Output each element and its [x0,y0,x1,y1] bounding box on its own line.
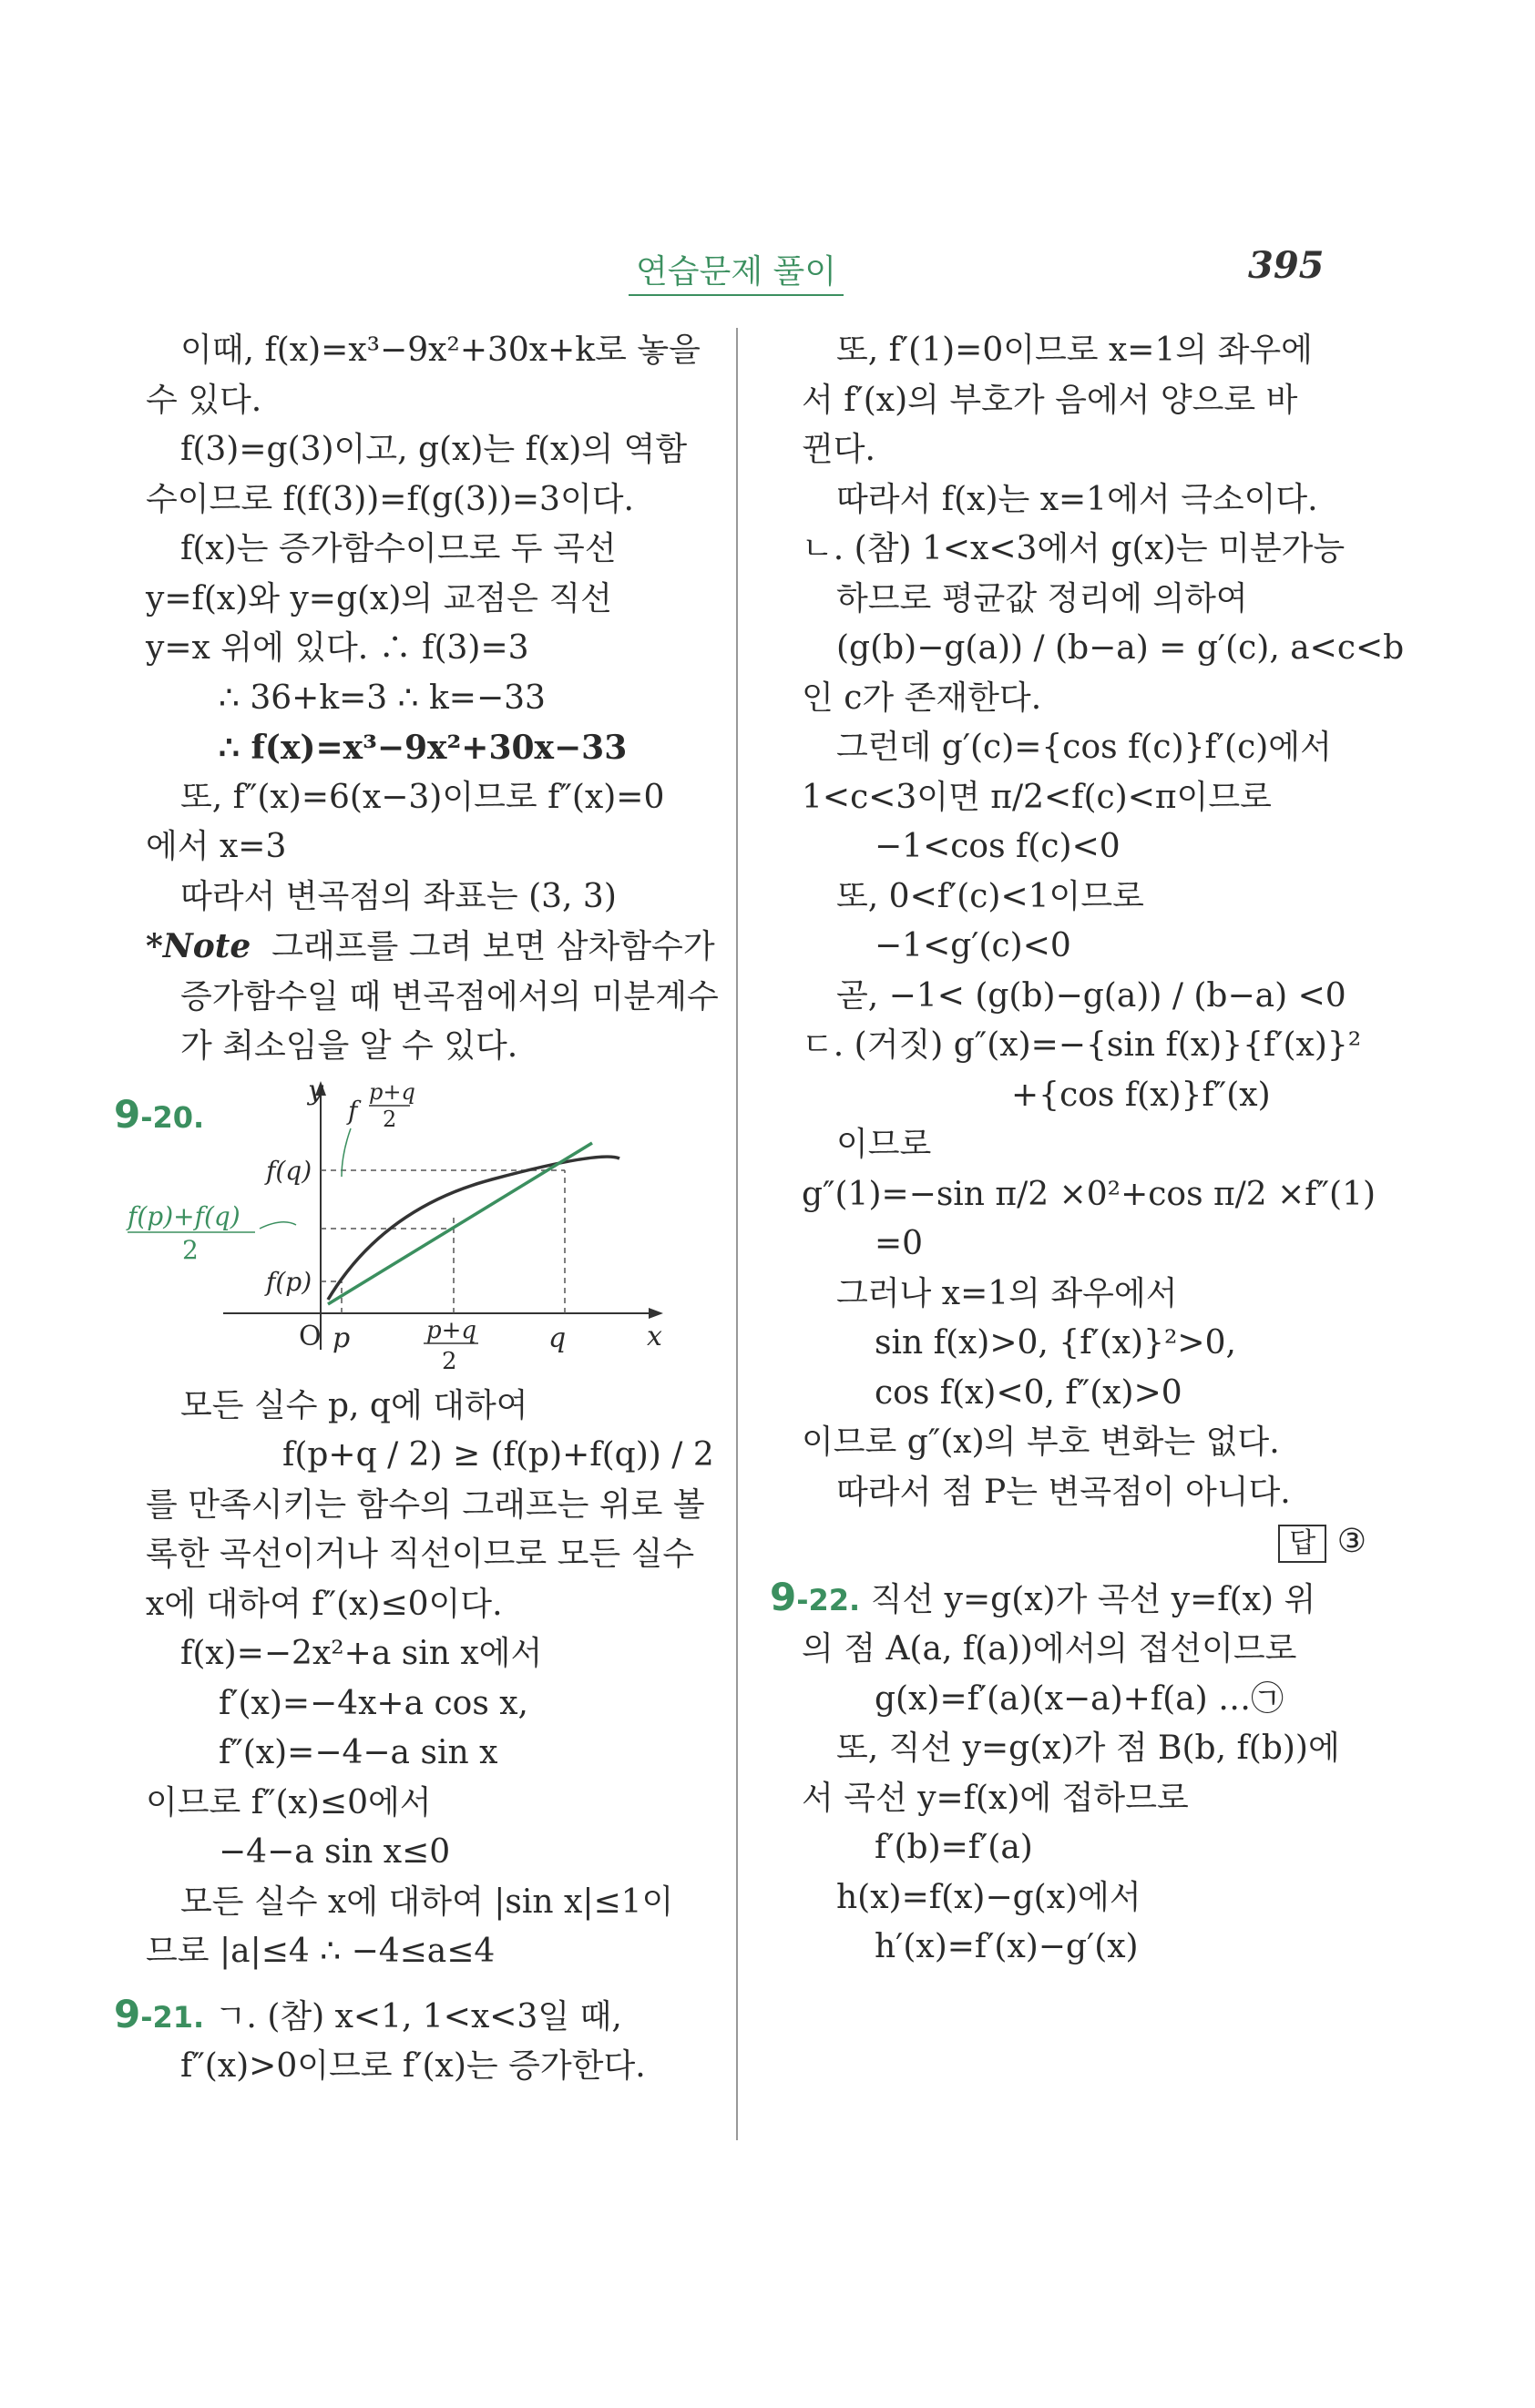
formula-line: (g(b)−g(a)) / (b−a) = g′(c), a<c<b [836,629,1405,667]
text-line: 이므로 [836,1126,932,1163]
text-line: 그러나 x=1의 좌우에서 [836,1274,1178,1312]
text-line: ∴ 36+k=3 ∴ k=−33 [219,679,546,717]
text-line: h′(x)=f′(x)−g′(x) [875,1928,1139,1965]
text-line: f(x)는 증가함수이므로 두 곡선 [180,530,617,567]
fmid-num: p+q [369,1078,415,1105]
text-line: 하므로 평균값 정리에 의하여 [836,579,1248,617]
text-line: 록한 곡선이거나 직선이므로 모든 실수 [146,1536,695,1573]
text-line: 따라서 변곡점의 좌표는 (3, 3) [180,877,617,915]
text-line: 의 점 A(a, f(a))에서의 접선이므로 [802,1630,1297,1668]
fmid-label: f [348,1095,358,1126]
text-line: 또, 직선 y=g(x)가 점 B(b, f(b))에 [836,1729,1340,1767]
avg-num: f(p)+f(q) [128,1200,240,1231]
note-label: *Note [146,927,251,965]
problem-number: 9-22. [770,1574,861,1619]
inequality-line: f(p+q / 2) ≥ (f(p)+f(q)) / 2 [282,1436,714,1474]
text-line: f″(x)>0이므로 f′(x)는 증가한다. [180,2047,646,2085]
page-number: 395 [1248,244,1325,287]
text-line: 1<c<3이면 π/2<f(c)<π이므로 [802,778,1272,816]
y-axis-label: y [308,1074,323,1107]
text-line: =0 [875,1225,924,1262]
text-line: 그래프를 그려 보면 삼차함수가 [271,928,715,965]
problem-number: 9-20. [114,1091,205,1137]
text-line: ㄷ. (거짓) g″(x)=−{sin f(x)}{f′(x)}² [802,1026,1362,1064]
avg-den: 2 [182,1234,199,1265]
text-line: f(x)=−2x²+a sin x에서 [180,1635,543,1672]
text-line: 따라서 점 P는 변곡점이 아니다. [836,1473,1291,1511]
text-line: 수이므로 f(f(3))=f(g(3))=3이다. [146,480,634,518]
text-line: f′(x)=−4x+a cos x, [219,1684,528,1722]
text-line: 를 만족시키는 함수의 그래프는 위로 볼 [146,1485,705,1524]
text-line: 따라서 f(x)는 x=1에서 극소이다. [836,480,1318,518]
p-label: p [333,1321,351,1354]
text-line: x에 대하여 f″(x)≤0이다. [146,1585,503,1623]
text-line: y=x 위에 있다. ∴ f(3)=3 [146,629,529,667]
text-line: 이때, f(x)=x³−9x²+30x+k로 놓을 [180,332,701,369]
text-line: 또, f′(1)=0이므로 x=1의 좌우에 [836,332,1313,369]
text-line: 서 곡선 y=f(x)에 접하므로 [802,1779,1189,1817]
text-line: f′(b)=f′(a) [875,1829,1033,1866]
fp-label: f(p) [266,1266,312,1297]
text-line: ㄱ. (참) x<1, 1<x<3일 때, [214,1997,622,2036]
text-line: −1<cos f(c)<0 [875,828,1121,865]
text-line: 또, f″(x)=6(x−3)이므로 f″(x)=0 [180,778,665,816]
text-line: −1<g′(c)<0 [875,927,1071,964]
x-axis-label: x [647,1320,662,1352]
text-line: 모든 실수 p, q에 대하여 [180,1386,528,1424]
text-line: cos f(x)<0, f″(x)>0 [875,1373,1182,1412]
text-line: f(3)=g(3)이고, g(x)는 f(x)의 역함 [180,431,688,468]
text-line: 또, 0<f′(c)<1이므로 [836,877,1144,915]
mid-den: 2 [442,1347,457,1375]
text-line: 서 f′(x)의 부호가 음에서 양으로 바 [802,381,1298,419]
answer-value: ③ [1336,1523,1366,1560]
text-line: 증가함수일 때 변곡점에서의 미분계수 [180,977,719,1015]
text-line: ㄴ. (참) 1<x<3에서 g(x)는 미분가능 [802,530,1346,567]
text-line: 모든 실수 x에 대하여 |sin x|≤1이 [180,1883,674,1921]
text-line: 직선 y=g(x)가 곡선 y=f(x) 위 [870,1580,1316,1618]
q-label: q [548,1321,567,1354]
formula-line: g″(1)=−sin π/2 ×0²+cos π/2 ×f″(1) [802,1175,1376,1213]
text-line: 이므로 g″(x)의 부호 변화는 없다. [802,1423,1280,1461]
text-line: −4−a sin x≤0 [219,1833,451,1871]
problem-9-20-figure [114,1072,711,1382]
text-line: y=f(x)와 y=g(x)의 교점은 직선 [146,579,612,617]
formula-line: g(x)=f′(a)(x−a)+f(a) …㉠ [875,1679,1284,1718]
text-line: 인 c가 존재한다. [802,679,1042,717]
text-line: f″(x)=−4−a sin x [219,1734,498,1771]
column-divider [736,328,738,2140]
text-line: 수 있다. [146,381,262,419]
text-line: +{cos f(x)}f″(x) [1011,1076,1271,1114]
text-line: 가 최소임을 알 수 있다. [180,1027,518,1065]
answer-label: 답 [1278,1525,1326,1563]
formula-line: 곧, −1< (g(b)−g(a)) / (b−a) <0 [836,976,1346,1015]
result-line: ∴ f(x)=x³−9x²+30x−33 [219,729,628,767]
right-column [770,326,1405,1973]
text-line: h(x)=f(x)−g(x)에서 [836,1878,1141,1916]
text-line: 에서 x=3 [146,828,287,865]
problem-number: 9-21. [114,1991,205,2036]
origin-label: O [299,1320,322,1352]
text-line: 이므로 f″(x)≤0에서 [146,1783,432,1821]
section-title: 연습문제 풀이 [629,246,844,296]
mid-num: p+q [426,1316,477,1344]
text-line: sin f(x)>0, {f′(x)}²>0, [875,1324,1236,1362]
fmid-den: 2 [383,1106,397,1132]
concave-function-graph [109,1072,674,1382]
text-line: 뀐다. [802,431,875,468]
text-line: 므로 |a|≤4 ∴ −4≤a≤4 [146,1933,496,1970]
text-line: 그런데 g′(c)={cos f(c)}f′(c)에서 [836,729,1332,766]
left-column [114,326,719,2092]
fq-label: f(q) [266,1155,312,1186]
